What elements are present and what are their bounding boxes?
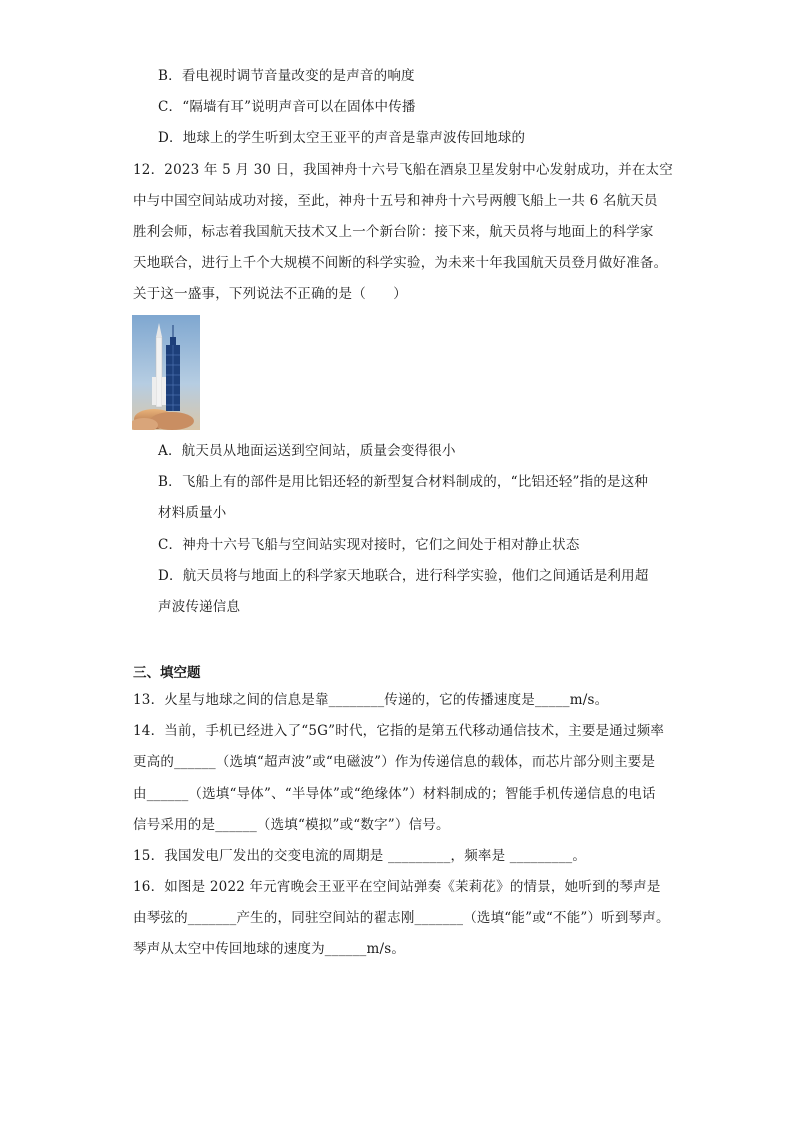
q13-text: 13．火星与地球之间的信息是靠________传递的，它的传播速度是_____m/s。: [133, 692, 609, 708]
q14-line-2: 更高的______（选填“超声波”或“电磁波”）作为传递信息的载体，而芯片部分则主要是: [133, 754, 656, 770]
rocket-launch-photo-icon: [132, 315, 200, 430]
q12-option-b: B．飞船上有的部件是用比铝还轻的新型复合材料制成的，“比铝还轻”指的是这种: [158, 474, 649, 490]
q12-stem-line-1: 12．2023 年 5 月 30 日，我国神舟十六号飞船在酒泉卫星发射中心发射成功，并在太空: [133, 162, 673, 178]
q16-line-1: 16．如图是 2022 年元宵晚会王亚平在空间站弹奏《茉莉花》的情景，她听到的琴声是: [133, 879, 661, 895]
q14-line-1: 14．当前，手机已经进入了“5G”时代，它指的是第五代移动通信技术，主要是通过频率: [133, 723, 665, 739]
q12-stem-line-3: 胜利会师，标志着我国航天技术又上一个新台阶：接下来，航天员将与地面上的科学家: [133, 224, 654, 240]
q11-option-b: B．看电视时调节音量改变的是声音的响度: [158, 68, 415, 84]
section-heading: 三、填空题: [133, 665, 201, 681]
q14-line-4: 信号采用的是______（选填“模拟”或“数字”）信号。: [133, 817, 450, 833]
q12-stem-line-4: 天地联合，进行上千个大规模不间断的科学实验，为未来十年我国航天员登月做好准备。: [133, 255, 668, 271]
q12-option-b-cont: 材料质量小: [158, 505, 227, 521]
q12-option-d-cont: 声波传递信息: [158, 599, 241, 615]
q14-line-3: 由______（选填“导体”、“半导体”或“绝缘体”）材料制成的；智能手机传递信息的电话: [133, 786, 656, 802]
q11-option-d: D．地球上的学生听到太空王亚平的声音是靠声波传回地球的: [158, 130, 526, 146]
q11-option-c: C．“隔墙有耳”说明声音可以在固体中传播: [158, 99, 416, 115]
q12-option-a: A．航天员从地面运送到空间站，质量会变得很小: [158, 443, 456, 459]
q12-stem-line-2: 中与中国空间站成功对接，至此，神舟十五号和神舟十六号两艘飞船上一共 6 名航天员: [133, 193, 658, 209]
q16-line-3: 琴声从太空中传回地球的速度为______m/s。: [133, 941, 406, 957]
q12-stem-line-5: 关于这一盛事，下列说法不正确的是（ ）: [133, 286, 407, 302]
q12-option-d: D．航天员将与地面上的科学家天地联合，进行科学实验，他们之间通话是利用超: [158, 568, 649, 584]
q15-text: 15．我国发电厂发出的交变电流的周期是 _________，频率是 _________。: [133, 848, 587, 864]
q16-line-2: 由琴弦的_______产生的，同驻空间站的翟志刚_______（选填“能”或“不能”）听到琴声。: [133, 910, 670, 926]
q12-option-c: C．神舟十六号飞船与空间站实现对接时，它们之间处于相对静止状态: [158, 537, 580, 553]
